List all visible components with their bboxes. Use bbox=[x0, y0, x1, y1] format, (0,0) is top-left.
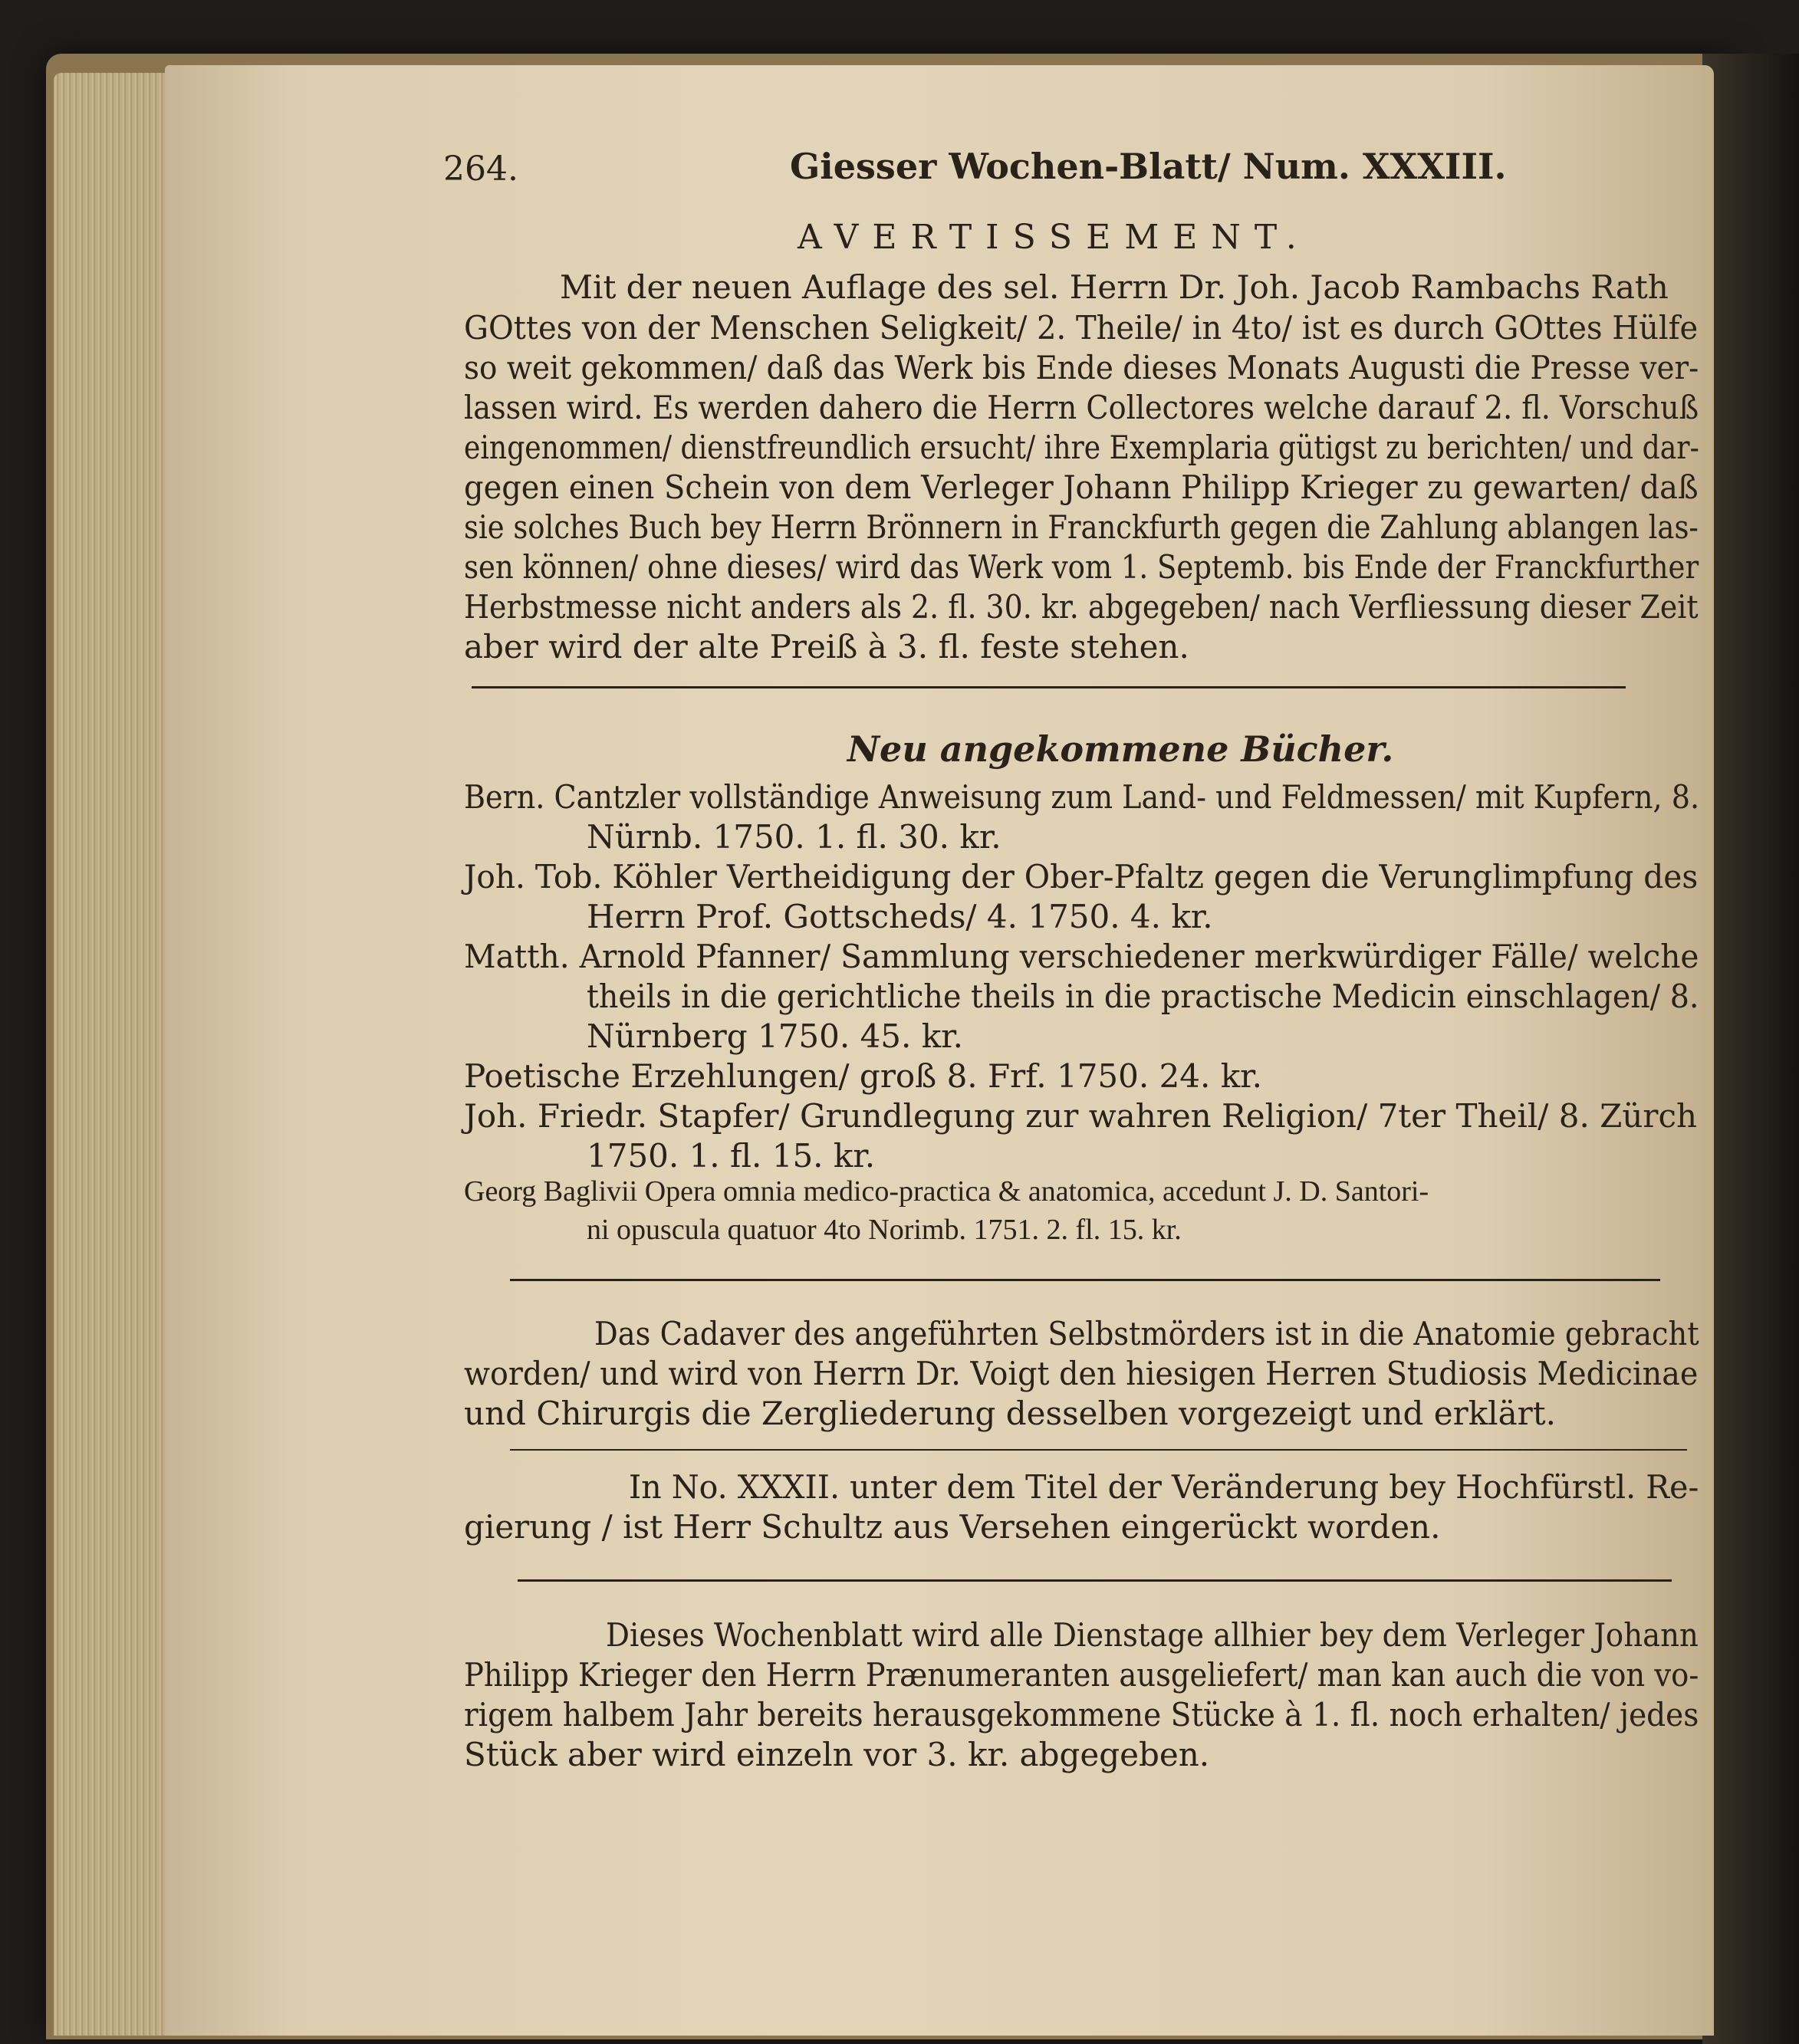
avertissement-line: GOttes von der Menschen Seligkeit/ 2. Theile/ in 4to/ ist es durch GOttes Hülfe bbox=[464, 309, 1699, 347]
book-entry-cont: Nürnberg 1750. 45. kr. bbox=[587, 1017, 963, 1055]
avertissement-line: so weit gekommen/ daß das Werk bis Ende dieses Monats Augusti die Presse ver- bbox=[464, 349, 1699, 386]
section-rule bbox=[510, 1449, 1687, 1451]
avertissement-line: Mit der neuen Auflage des sel. Herrn Dr. Joh. Jacob Rambachs Rath bbox=[560, 268, 1669, 306]
book-entry: Poetische Erzehlungen/ groß 8. Frf. 1750. 24. kr. bbox=[464, 1057, 1262, 1095]
book-entry-cont: ni opuscula quatuor 4to Norimb. 1751. 2. fl. 15. kr. bbox=[587, 1214, 1182, 1246]
book-entry: Matth. Arnold Pfanner/ Sammlung verschiedener merkwürdiger Fälle/ welche bbox=[464, 938, 1699, 975]
avertissement-line: gegen einen Schein von dem Verleger Johann Philipp Krieger zu gewarten/ daß bbox=[464, 468, 1699, 506]
avertissement-line: sen können/ ohne dieses/ wird das Werk vom 1. Septemb. bis Ende der Franckfurther bbox=[464, 548, 1699, 586]
new-books-heading: Neu angekommene Bücher. bbox=[847, 728, 1394, 770]
notice-line: rigem halbem Jahr bereits herausgekommene Stücke à 1. fl. noch erhalten/ jedes bbox=[464, 1696, 1699, 1733]
avertissement-line: lassen wird. Es werden dahero die Herrn Collectores welche darauf 2. fl. Vorschuß bbox=[464, 389, 1699, 426]
notice-line: Philipp Krieger den Herrn Prænumeranten ausgeliefert/ man kan auch die von vo- bbox=[464, 1656, 1699, 1694]
book-entry: Joh. Tob. Köhler Vertheidigung der Ober-Pfaltz gegen die Verunglimpfung des bbox=[464, 858, 1699, 895]
gutter-shadow bbox=[1702, 54, 1799, 2044]
avertissement-line: sie solches Buch bey Herrn Brönnern in Franckfurth gegen die Zahlung ablangen las- bbox=[464, 508, 1699, 546]
section-rule bbox=[510, 1279, 1660, 1281]
book-entry-cont: theils in die gerichtliche theils in die practische Medicin einschlagen/ 8. bbox=[587, 978, 1699, 1015]
notice-line: Stück aber wird einzeln vor 3. kr. abgegeben. bbox=[464, 1736, 1210, 1773]
notice-line: gierung / ist Herr Schultz aus Versehen eingerückt worden. bbox=[464, 1508, 1441, 1546]
running-head: Giesser Wochen-Blatt/ Num. XXXIII. bbox=[790, 146, 1507, 187]
book-entry-cont: Nürnb. 1750. 1. fl. 30. kr. bbox=[587, 818, 1001, 856]
notice-line: In No. XXXII. unter dem Titel der Veränderung bey Hochfürstl. Re- bbox=[629, 1468, 1699, 1506]
notice-line: und Chirurgis die Zergliederung desselben vorgezeigt und erklärt. bbox=[464, 1395, 1556, 1432]
notice-line: Dieses Wochenblatt wird alle Dienstage allhier bey dem Verleger Johann bbox=[606, 1616, 1699, 1654]
book-entry: Joh. Friedr. Stapfer/ Grundlegung zur wahren Religion/ 7ter Theil/ 8. Zürch bbox=[464, 1097, 1698, 1135]
book-entry: Bern. Cantzler vollständige Anweisung zum Land- und Feldmessen/ mit Kupfern, 8. bbox=[464, 778, 1700, 816]
avertissement-line: Herbstmesse nicht anders als 2. fl. 30. kr. abgegeben/ nach Verfliessung dieser Zeit bbox=[464, 588, 1699, 626]
page-edges bbox=[54, 73, 169, 2036]
section-rule bbox=[518, 1579, 1672, 1582]
book-entry: Georg Baglivii Opera omnia medico-practica & anatomica, accedunt J. D. Santori- bbox=[464, 1175, 1429, 1208]
book-entry-cont: 1750. 1. fl. 15. kr. bbox=[587, 1137, 876, 1175]
avertissement-line: aber wird der alte Preiß à 3. fl. feste stehen. bbox=[464, 628, 1189, 665]
section-rule bbox=[472, 686, 1626, 688]
book-entry-cont: Herrn Prof. Gottscheds/ 4. 1750. 4. kr. bbox=[587, 898, 1213, 935]
avertissement-line: eingenommen/ dienstfreundlich ersucht/ ihre Exemplaria gütigst zu berichten/ und dar- bbox=[464, 429, 1699, 466]
notice-line: Das Cadaver des angeführten Selbstmörders ist in die Anatomie gebracht bbox=[594, 1315, 1699, 1352]
notice-line: worden/ und wird von Herrn Dr. Voigt den hiesigen Herren Studiosis Medicinae bbox=[464, 1355, 1699, 1392]
page-number: 264. bbox=[443, 150, 518, 189]
avertissement-heading: AVERTISSEMENT. bbox=[798, 218, 1311, 257]
